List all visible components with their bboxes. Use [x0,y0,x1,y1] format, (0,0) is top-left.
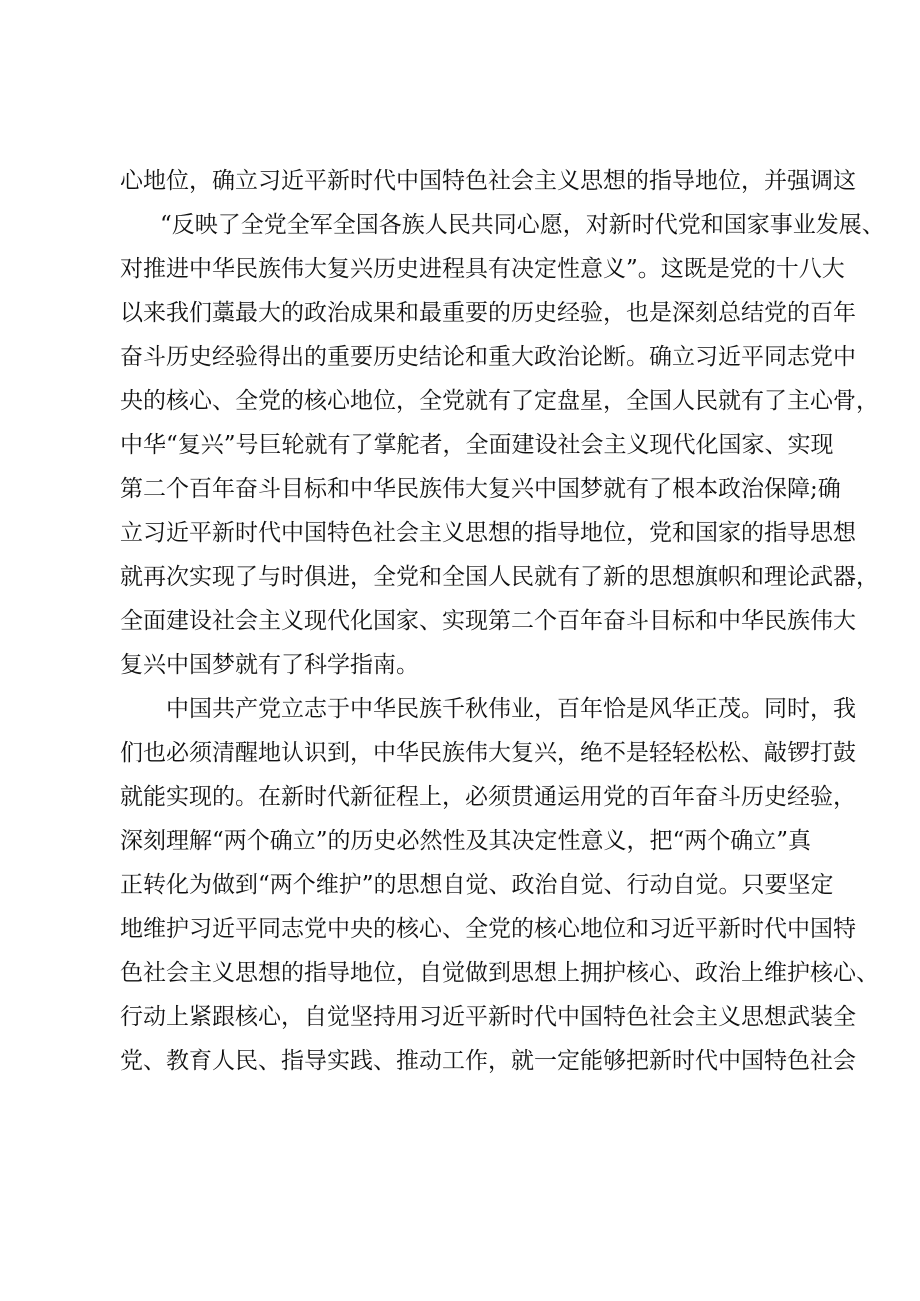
paragraph-1-line-7: 中华“复兴”号巨轮就有了掌舵者，全面建设社会主义现代化国家、实现 [120,432,834,458]
paragraph-1-line-1: 心地位，确立习近平新时代中国特色社会主义思想的指导地位，并强调这 [120,168,856,194]
paragraph-1-line-5: 奋斗历史经验得出的重要历史结论和重大政治论断。确立习近平同志党中 [120,344,856,370]
paragraph-2-line-9: 党、教育人民、指导实践、推动工作，就一定能够把新时代中国特色社会 [120,1048,856,1074]
paragraph-2-line-6: 地维护习近平同志党中央的核心、全党的核心地位和习近平新时代中国特 [120,916,856,942]
paragraph-2-line-4: 深刻理解“两个确立”的历史必然性及其决定性意义，把“两个确立”真 [120,828,812,854]
paragraph-2-line-7: 色社会主义思想的指导地位，自觉做到思想上拥护核心、政治上维护核心、 [120,960,879,986]
paragraph-2-line-2: 们也必须清醒地认识到，中华民族伟大复兴，绝不是轻轻松松、敲锣打鼓 [120,740,856,766]
paragraph-1-line-6: 央的核心、全党的核心地位，全党就有了定盘星，全国人民就有了主心骨， [120,388,879,414]
paragraph-2-line-5: 正转化为做到“两个维护”的思想自觉、政治自觉、行动自觉。只要坚定 [120,872,834,898]
paragraph-1-line-10: 就再次实现了与时俱进，全党和全国人民就有了新的思想旗帜和理论武器， [120,564,879,590]
paragraph-1-line-8: 第二个百年奋斗目标和中华民族伟大复兴中国梦就有了根本政治保障;确 [120,476,841,502]
paragraph-1-line-4: 以来我们藁最大的政治成果和最重要的历史经验，也是深刻总结党的百年 [120,300,856,326]
paragraph-2-line-1: 中国共产党立志于中华民族千秋伟业，百年恰是风华正茂。同时，我 [166,696,856,722]
paragraph-2-line-8: 行动上紧跟核心，自觉坚持用习近平新时代中国特色社会主义思想武装全 [120,1004,856,1030]
paragraph-1-line-3: 对推进中华民族伟大复兴历史进程具有决定性意义”。这既是党的十八大 [120,256,845,282]
paragraph-1-line-11: 全面建设社会主义现代化国家、实现第二个百年奋斗目标和中华民族伟大 [120,608,856,634]
paragraph-1-line-12: 复兴中国梦就有了科学指南。 [120,652,419,678]
paragraph-2-line-3: 就能实现的。在新时代新征程上，必须贯通运用党的百年奋斗历史经验， [120,784,856,810]
paragraph-1-line-9: 立习近平新时代中国特色社会主义思想的指导地位，党和国家的指导思想 [120,520,856,546]
paragraph-1-line-2: “反映了全党全军全国各族人民共同心愿，对新时代党和国家事业发展、 [160,212,885,238]
